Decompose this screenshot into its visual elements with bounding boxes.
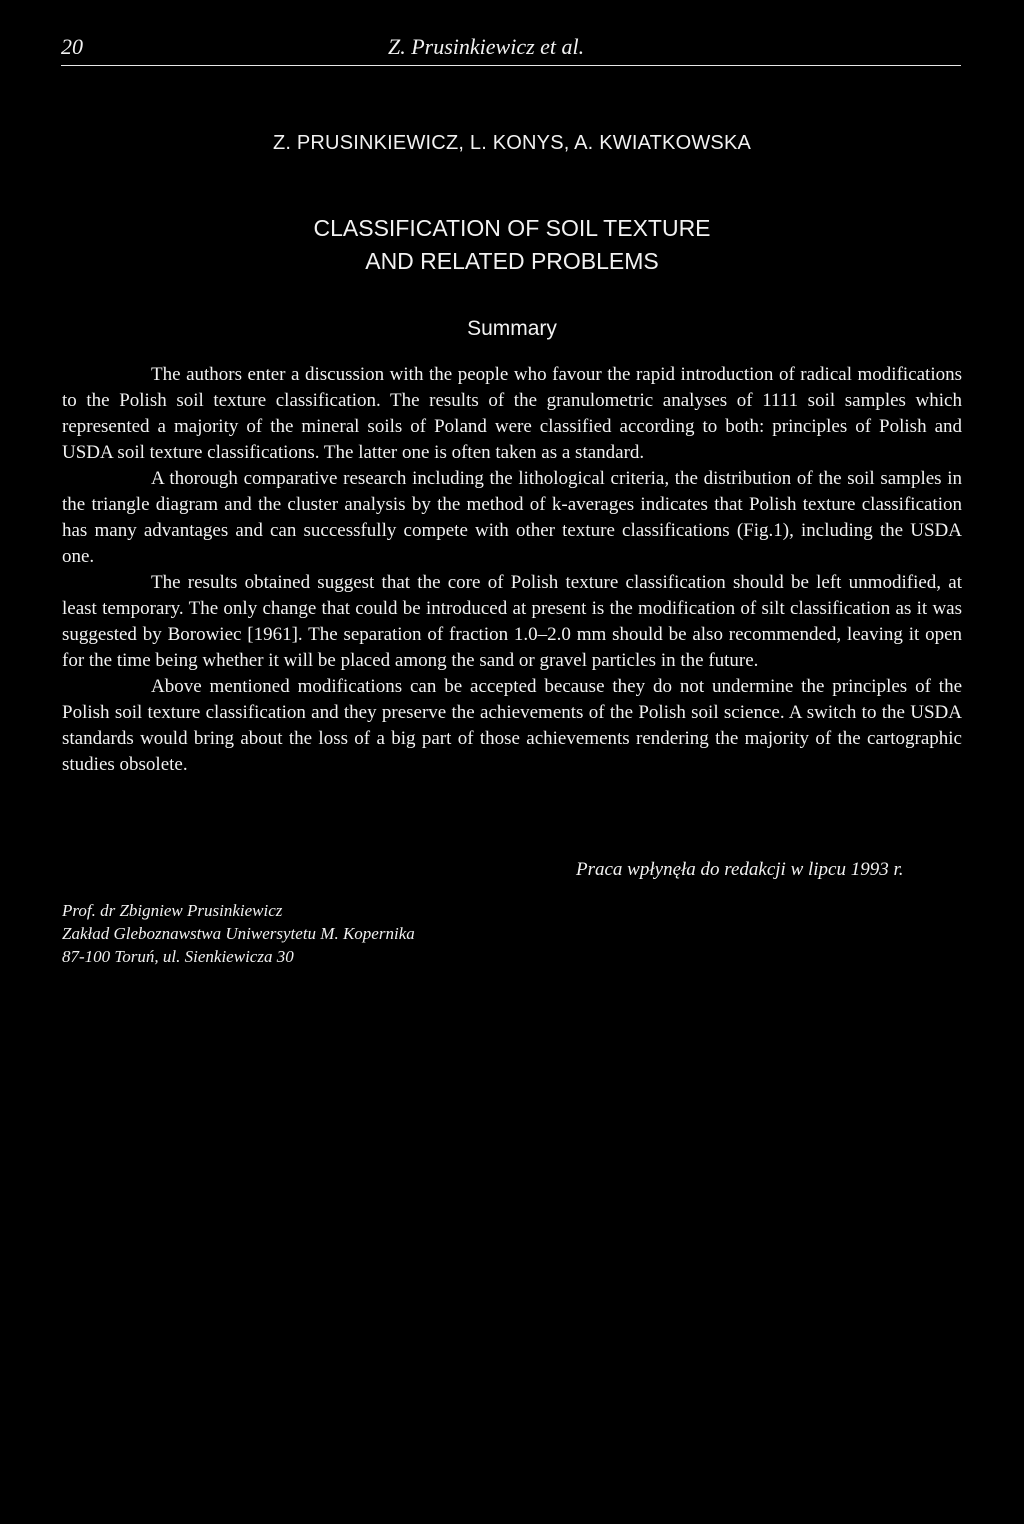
affiliation-line-2: Zakład Gleboznawstwa Uniwersytetu M. Kopernika bbox=[62, 924, 415, 943]
abstract-paragraph-2: A thorough comparative research including the lithological criteria, the distribution of the soil samples in the triangle diagram and the cluster analysis by the method of k-averages indicates that Polish texture classification has many advantages and can successfully compete with other texture classifications (Fig.1), including the USDA one. bbox=[62, 468, 962, 567]
running-head: Z. Prusinkiewicz et al. bbox=[388, 34, 585, 59]
abstract-paragraph-4: Above mentioned modifications can be accepted because they do not undermine the principles of the Polish soil texture classification and they preserve the achievements of the Polish soil science. A switch to the USDA standards would bring about the loss of a big part of those achievements rendering the majority of the cartographic studies obsolete. bbox=[62, 676, 962, 775]
abstract-paragraph-1: The authors enter a discussion with the people who favour the rapid introduction of radical modifications to the Polish soil texture classification. The results of the granulometric analyses of 1111 soil samples which represented a majority of the mineral soils of Poland were classified according to both: principles of Polish and USDA soil texture classifications. The latter one is often taken as a standard. bbox=[62, 364, 962, 463]
page-number: 20 bbox=[61, 34, 83, 59]
article-title-line-1: CLASSIFICATION OF SOIL TEXTURE bbox=[313, 215, 711, 241]
article-title bbox=[0, 212, 1024, 278]
abstract-body bbox=[62, 362, 962, 778]
author-list: Z. PRUSINKIEWICZ, L. KONYS, A. KWIATKOWSKA bbox=[272, 132, 752, 154]
author-affiliation bbox=[62, 899, 415, 968]
affiliation-line-3: 87-100 Toruń, ul. Sienkiewicza 30 bbox=[62, 947, 294, 966]
affiliation-line-1: Prof. dr Zbigniew Prusinkiewicz bbox=[62, 901, 283, 920]
article-title-line-2: AND RELATED PROBLEMS bbox=[365, 248, 659, 274]
received-date-note: Praca wpłynęła do redakcji w lipcu 1993 r. bbox=[576, 859, 904, 880]
page-header bbox=[61, 31, 961, 66]
summary-heading: Summary bbox=[467, 317, 557, 340]
abstract-paragraph-3: The results obtained suggest that the core of Polish texture classification should be left unmodified, at least temporary. The only change that could be introduced at present is the modification of silt classification as it was suggested by Borowiec [1961]. The separation of fraction 1.0–2.0 mm should be also recommended, leaving it open for the time being whether it will be placed among the sand or gravel particles in the future. bbox=[62, 572, 962, 671]
